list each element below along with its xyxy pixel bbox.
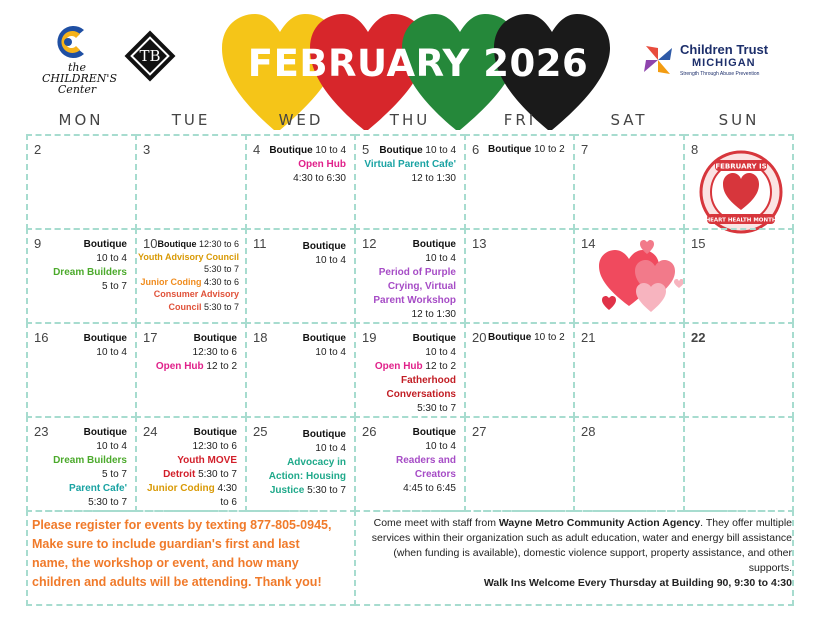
day-cell-26[interactable] [354, 416, 466, 512]
event-list [139, 332, 237, 374]
event-title: Boutique [302, 333, 346, 344]
pinwheel-icon [640, 42, 676, 78]
registration-note: Please register for events by texting 877-805-0945, Make sure to include guardian's first and last name, the workshop or event, and how many children and adults will be attending. Thank you! [32, 518, 332, 589]
day-number: 3 [143, 142, 151, 157]
day-cell-16[interactable] [26, 322, 137, 418]
event-time: 10 to 4 [96, 253, 127, 264]
day-cell-14[interactable] [573, 228, 685, 324]
event-title: Boutique [488, 332, 532, 343]
event-time: 12 to 1:30 [411, 173, 456, 184]
event-list [248, 428, 346, 498]
day-cell-9[interactable] [26, 228, 137, 324]
event-list [139, 426, 237, 510]
event-title: Conversations [386, 389, 456, 400]
event-title: Boutique [488, 144, 532, 155]
event-list [29, 332, 127, 360]
event-title: Boutique [412, 239, 456, 250]
event-title: Readers and [395, 455, 456, 466]
event-list [358, 332, 456, 416]
event-list [358, 144, 456, 186]
event-title: Boutique [269, 145, 313, 156]
event-title: Boutique [302, 429, 346, 440]
day-number: 7 [581, 142, 589, 157]
event-list [488, 332, 565, 343]
day-cell-11[interactable] [245, 228, 356, 324]
event-title: Dream Builders [53, 267, 127, 278]
day-cell-4[interactable] [245, 134, 356, 230]
event-list [358, 238, 456, 322]
children-trust-michigan-logo [640, 40, 790, 80]
event-title: Open Hub [155, 361, 204, 372]
weekday-mon: MON [58, 111, 104, 129]
day-cell-22[interactable] [683, 322, 794, 418]
day-cell-empty [683, 416, 794, 512]
weekday-row [26, 111, 794, 131]
children-trust-tagline: Strength Through Abuse Prevention [680, 71, 760, 77]
day-number: 2 [34, 142, 42, 157]
event-time: 5:30 to 7 [203, 264, 239, 274]
day-number: 26 [362, 424, 377, 439]
event-title: Junior Coding [140, 276, 202, 287]
event-time: 4:30 to 6:30 [293, 173, 346, 184]
day-number: 19 [362, 330, 377, 345]
day-number: 8 [691, 142, 699, 157]
event-time: 12 to 2 [203, 361, 237, 372]
day-number: 25 [253, 424, 268, 439]
event-title: Boutique [379, 145, 423, 156]
tb-logo [122, 28, 178, 84]
event-time: 4:45 to 6:45 [403, 483, 456, 494]
event-list [29, 426, 127, 510]
event-title: Crying, Virtual [387, 281, 456, 292]
day-number: 27 [472, 424, 487, 439]
day-cell-25[interactable] [245, 416, 356, 512]
event-time: 12:30 to 6 [196, 239, 239, 249]
badge-top-text: FEBRUARY IS [715, 162, 767, 171]
event-title: Boutique [412, 333, 456, 344]
day-number: 13 [472, 236, 487, 251]
event-list [248, 240, 346, 268]
event-title: Parent Cafe' [69, 483, 127, 494]
event-time: 10 to 4 [425, 347, 456, 358]
event-time: 4:30 [214, 483, 237, 494]
day-number: 16 [34, 330, 49, 345]
wayne-metro-info [350, 516, 792, 591]
event-title: Virtual Parent Cafe' [364, 159, 456, 170]
event-time: 10 to 4 [425, 253, 456, 264]
day-number: 21 [581, 330, 596, 345]
day-cell-18[interactable] [245, 322, 356, 418]
event-title: Boutique [83, 239, 127, 250]
day-number: 5 [362, 142, 370, 157]
day-cell-12[interactable] [354, 228, 466, 324]
event-time: 12:30 to 6 [192, 347, 237, 358]
event-time: 5 to 7 [101, 281, 127, 292]
event-time: 5:30 to 7 [201, 301, 239, 312]
event-title: Boutique [193, 333, 237, 344]
month-title: FEBRUARY 2026 [247, 42, 589, 85]
day-cell-13[interactable] [464, 228, 575, 324]
day-cell-28[interactable] [573, 416, 685, 512]
event-list [135, 238, 239, 313]
event-time: 10 to 4 [315, 443, 346, 454]
day-number: 14 [581, 236, 596, 251]
childrens-center-logo [42, 22, 117, 104]
day-cell-3[interactable] [135, 134, 247, 230]
event-title: Parent Workshop [373, 295, 456, 306]
day-number: 10 [143, 236, 158, 251]
day-number: 6 [472, 142, 480, 157]
childrens-center-mark-icon [50, 22, 90, 62]
event-time: 10 to 4 [96, 347, 127, 358]
weekday-thu: THU [389, 111, 431, 129]
event-time: 5:30 to 7 [304, 485, 346, 496]
event-title: Boutique [157, 239, 197, 249]
event-time: 10 to 4 [315, 255, 346, 266]
event-title: Advocacy in [287, 457, 346, 468]
event-time: 10 to 4 [315, 347, 346, 358]
children-trust-sub: MICHIGAN [692, 57, 756, 69]
day-cell-21[interactable] [573, 322, 685, 418]
day-number: 17 [143, 330, 158, 345]
day-number: 11 [253, 236, 267, 251]
weekday-fri: FRI [503, 111, 537, 129]
event-time: 5:30 to 7 [195, 469, 237, 480]
day-number: 4 [253, 142, 261, 157]
event-title: Boutique [302, 241, 346, 252]
event-title: Youth MOVE [177, 455, 237, 466]
day-cell-19[interactable] [354, 322, 466, 418]
event-title: Justice [269, 485, 305, 496]
event-list [29, 238, 127, 294]
info-text: . They offer multiple services within their organization such as adult education, water and energy bill assistance (when funding is available), domestic violence support, property assistance, and other supports. [371, 517, 792, 574]
event-list [488, 144, 565, 155]
day-number: 23 [34, 424, 49, 439]
event-time: 10 to 2 [531, 332, 565, 343]
event-time: 12 to 1:30 [411, 309, 456, 320]
event-title: Detroit [163, 469, 196, 480]
event-list [358, 426, 456, 496]
day-cell-23[interactable] [26, 416, 137, 512]
event-time: 12:30 to 6 [192, 441, 237, 452]
day-cell-8[interactable] [683, 134, 794, 230]
event-time: 10 to 2 [531, 144, 565, 155]
event-time: 5 to 7 [101, 469, 127, 480]
event-time: 10 to 4 [422, 145, 456, 156]
event-title: Consumer Advisory [153, 289, 239, 299]
event-time: 12 to 2 [422, 361, 456, 372]
day-cell-17[interactable] [135, 322, 247, 418]
event-title: Youth Advisory Council [137, 251, 239, 262]
event-title: Open Hub [298, 159, 346, 170]
event-list [248, 144, 346, 186]
event-time: 10 to 4 [425, 441, 456, 452]
day-number: 28 [581, 424, 596, 439]
event-time: 10 to 4 [312, 145, 346, 156]
day-cell-5[interactable] [354, 134, 466, 230]
day-number: 18 [253, 330, 268, 345]
childrens-center-logo-text: the CHILDREN'S Center [42, 61, 117, 96]
event-title: Council [168, 301, 202, 312]
event-title: Fatherhood [401, 375, 456, 386]
info-text: Come meet with staff from [373, 517, 499, 529]
day-cell-20[interactable] [464, 322, 575, 418]
day-number: 12 [362, 236, 377, 251]
event-title: Boutique [412, 427, 456, 438]
event-title: Open Hub [374, 361, 423, 372]
event-time: 5:30 to 7 [88, 497, 127, 508]
day-cell-10[interactable] [135, 228, 247, 324]
event-time: 5:30 to 7 [417, 403, 456, 414]
day-cell-27[interactable] [464, 416, 575, 512]
weekday-sat: SAT [610, 111, 648, 129]
day-number: 22 [691, 330, 706, 345]
event-title: Boutique [83, 333, 127, 344]
event-title: Creators [414, 469, 456, 480]
event-title: Dream Builders [53, 455, 127, 466]
tb-logo-text: TB [139, 47, 161, 65]
day-number: 24 [143, 424, 158, 439]
badge-bottom-text: HEART HEALTH MONTH [705, 217, 777, 224]
children-trust-name: Children Trust [680, 42, 769, 57]
valentine-hearts-icon [595, 236, 687, 316]
event-title: Action: Housing [268, 471, 346, 482]
event-time: 10 to 4 [96, 441, 127, 452]
event-time: to 6 [220, 497, 237, 508]
event-title: Junior Coding [146, 483, 215, 494]
heart-health-month-badge [699, 150, 783, 234]
event-title: Boutique [193, 427, 237, 438]
day-number: 20 [472, 330, 487, 345]
weekday-sun: SUN [718, 111, 760, 129]
org-name: Wayne Metro Community Action Agency [498, 517, 701, 529]
day-cell-6[interactable] [464, 134, 575, 230]
weekday-wed: WED [278, 111, 324, 129]
walk-ins-note: Walk Ins Welcome Every Thursday at Building 90, 9:30 to 4:30 [483, 577, 792, 589]
event-title: Boutique [83, 427, 127, 438]
day-cell-24[interactable] [135, 416, 247, 512]
event-title: Period of Purple [378, 267, 456, 278]
calendar-header [0, 0, 817, 128]
day-cell-2[interactable] [26, 134, 137, 230]
event-time: 4:30 to 6 [201, 276, 239, 287]
day-number: 9 [34, 236, 42, 251]
event-list [248, 332, 346, 360]
day-cell-7[interactable] [573, 134, 685, 230]
day-cell-15[interactable] [683, 228, 794, 324]
weekday-tue: TUE [171, 111, 211, 129]
day-number: 15 [691, 236, 706, 251]
